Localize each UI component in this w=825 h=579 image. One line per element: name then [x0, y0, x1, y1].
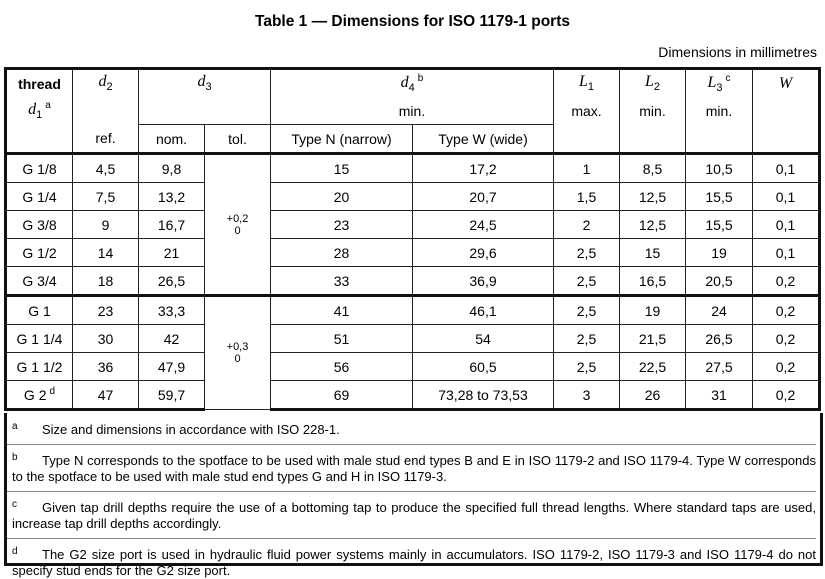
- cell-d3-nom: 13,2: [139, 183, 205, 211]
- cell-d3-nom: 33,3: [139, 296, 205, 325]
- cell-d3-nom: 47,9: [139, 353, 205, 381]
- footnote-ref: d: [49, 386, 56, 397]
- cell-L3: 15,5: [686, 211, 753, 239]
- header-L1: $L_1$: [554, 69, 620, 98]
- table-row: [6, 154, 820, 183]
- cell-W: 0,2: [753, 296, 820, 325]
- header-W: W: [753, 69, 820, 98]
- cell-L3: 27,5: [686, 353, 753, 381]
- cell-L2: 19: [620, 296, 686, 325]
- cell-W: 0,2: [753, 267, 820, 296]
- cell-W: 0,2: [753, 353, 820, 381]
- header-d4-type-n: Type N (narrow): [271, 125, 413, 154]
- header-d3-nom: nom.: [139, 125, 205, 154]
- cell-thread: G 1: [6, 296, 73, 325]
- header-d2-qualifier: ref.: [73, 125, 139, 154]
- cell-d4-type-n: 56: [271, 353, 413, 381]
- cell-d4-type-w: 29,6: [413, 239, 554, 267]
- cell-d4-type-w: 36,9: [413, 267, 554, 296]
- cell-L1: 3: [554, 381, 620, 410]
- cell-L1: 2,5: [554, 267, 620, 296]
- cell-d4-type-w: 20,7: [413, 183, 554, 211]
- cell-d4-type-w: 17,2: [413, 154, 554, 183]
- cell-L2: 8,5: [620, 154, 686, 183]
- cell-L3: 20,5: [686, 267, 753, 296]
- table-row: [6, 211, 820, 239]
- cell-W: 0,1: [753, 183, 820, 211]
- cell-L2: 16,5: [620, 267, 686, 296]
- cell-d3-nom: 59,7: [139, 381, 205, 410]
- cell-L3: 26,5: [686, 325, 753, 353]
- cell-d4-type-n: 69: [271, 381, 413, 410]
- table-row: [6, 296, 820, 325]
- cell-thread: G 1 1/2: [6, 353, 73, 381]
- cell-d2: 14: [73, 239, 139, 267]
- cell-d2: 18: [73, 267, 139, 296]
- cell-d4-type-w: 60,5: [413, 353, 554, 381]
- cell-W: 0,1: [753, 239, 820, 267]
- cell-thread: G 3/4: [6, 267, 73, 296]
- cell-d3-nom: 16,7: [139, 211, 205, 239]
- dimensions-table: [4, 67, 821, 411]
- cell-d4-type-n: 15: [271, 154, 413, 183]
- header-d3: $d_3$: [139, 69, 271, 98]
- cell-L2: 12,5: [620, 211, 686, 239]
- cell-L3: 15,5: [686, 183, 753, 211]
- header-d2: $d_2$: [73, 69, 139, 98]
- table-title: Table 1 — Dimensions for ISO 1179-1 ports: [255, 13, 570, 30]
- cell-L3: 10,5: [686, 154, 753, 183]
- table-row: [6, 325, 820, 353]
- cell-d3-nom: 21: [139, 239, 205, 267]
- header-d4-qualifier: min.: [271, 97, 554, 125]
- cell-W: 0,2: [753, 325, 820, 353]
- table-row: [6, 353, 820, 381]
- cell-d3-nom: 9,8: [139, 154, 205, 183]
- header-L3-qualifier: min.: [686, 97, 753, 125]
- cell-W: 0,1: [753, 211, 820, 239]
- header-thread: thread: [6, 69, 73, 98]
- cell-thread: G 2 $^d$: [6, 381, 73, 410]
- cell-d2: 36: [73, 353, 139, 381]
- footnote-d: d The G2 size port is used in hydraulic fluid power systems mainly in accumulators. ISO 1179-2, ISO 1179-3 and ISO 1179-4 do not specify stud ends for the G2 size port.: [7, 538, 816, 579]
- cell-d2: 7,5: [73, 183, 139, 211]
- cell-L1: 1: [554, 154, 620, 183]
- cell-L1: 2,5: [554, 353, 620, 381]
- cell-L1: 2,5: [554, 325, 620, 353]
- cell-d2: 47: [73, 381, 139, 410]
- cell-thread: G 1/4: [6, 183, 73, 211]
- cell-d2: 4,5: [73, 154, 139, 183]
- header-d1: $d_1^a$: [6, 97, 73, 125]
- cell-L1: 1,5: [554, 183, 620, 211]
- header-d4: $d_4^b$: [271, 69, 554, 98]
- cell-d2: 30: [73, 325, 139, 353]
- header-row-2: [6, 97, 820, 125]
- cell-d4-type-n: 20: [271, 183, 413, 211]
- cell-d4-type-n: 23: [271, 211, 413, 239]
- cell-L2: 21,5: [620, 325, 686, 353]
- cell-L1: 2,5: [554, 296, 620, 325]
- cell-L2: 22,5: [620, 353, 686, 381]
- units-note: Dimensions in millimetres: [658, 44, 817, 60]
- cell-d3-tol: +0,3 0: [205, 296, 271, 410]
- header-d3-tol: tol.: [205, 125, 271, 154]
- cell-W: 0,2: [753, 381, 820, 410]
- cell-d2: 9: [73, 211, 139, 239]
- cell-d3-tol: +0,2 0: [205, 154, 271, 296]
- cell-L3: 19: [686, 239, 753, 267]
- cell-L3: 31: [686, 381, 753, 410]
- cell-L3: 24: [686, 296, 753, 325]
- table-row: [6, 183, 820, 211]
- header-L3: $L_3^c$: [686, 69, 753, 98]
- cell-W: 0,1: [753, 154, 820, 183]
- cell-d4-type-n: 41: [271, 296, 413, 325]
- cell-d4-type-n: 28: [271, 239, 413, 267]
- footnotes: [4, 413, 823, 578]
- header-d4-type-w: Type W (wide): [413, 125, 554, 154]
- cell-d4-type-w: 73,28 to 73,53: [413, 381, 554, 410]
- cell-L1: 2,5: [554, 239, 620, 267]
- footnote-a: a Size and dimensions in accordance with ISO 228-1.: [12, 421, 340, 437]
- cell-d4-type-w: 46,1: [413, 296, 554, 325]
- cell-d3-nom: 42: [139, 325, 205, 353]
- cell-d4-type-n: 51: [271, 325, 413, 353]
- footnote-b: b Type N corresponds to the spotface to be used with male stud end types B and E in ISO 1179-2 and ISO 1179-4. Type W corresponds to the spotface to be used with male stud end types G and H in ISO 1179-3.: [7, 444, 816, 485]
- cell-d2: 23: [73, 296, 139, 325]
- cell-L2: 12,5: [620, 183, 686, 211]
- cell-d4-type-w: 24,5: [413, 211, 554, 239]
- cell-thread: G 1/2: [6, 239, 73, 267]
- cell-L2: 26: [620, 381, 686, 410]
- cell-L2: 15: [620, 239, 686, 267]
- table-row: [6, 239, 820, 267]
- footnote-c: c Given tap drill depths require the use of a bottoming tap to produce the specified full thread lengths. Where standard taps are used, increase tap drill depths accordingly.: [7, 491, 816, 532]
- table-row: [6, 381, 820, 410]
- cell-L1: 2: [554, 211, 620, 239]
- cell-d3-nom: 26,5: [139, 267, 205, 296]
- table-row: [6, 267, 820, 296]
- cell-thread: G 1 1/4: [6, 325, 73, 353]
- cell-thread: G 1/8: [6, 154, 73, 183]
- header-L2: $L_2$: [620, 69, 686, 98]
- cell-d4-type-n: 33: [271, 267, 413, 296]
- header-row-3: [6, 125, 820, 154]
- cell-thread: G 3/8: [6, 211, 73, 239]
- cell-d4-type-w: 54: [413, 325, 554, 353]
- header-L1-qualifier: max.: [554, 97, 620, 125]
- header-L2-qualifier: min.: [620, 97, 686, 125]
- header-row-1: [6, 69, 820, 98]
